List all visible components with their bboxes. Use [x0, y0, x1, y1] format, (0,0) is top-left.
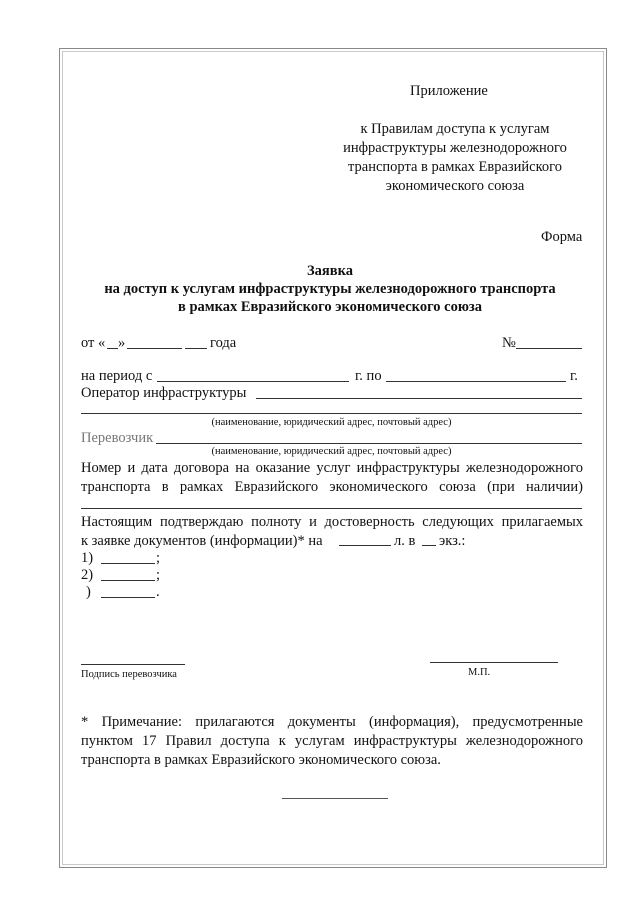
- operator-blank[interactable]: [256, 398, 582, 399]
- number-sign: №: [502, 335, 516, 351]
- doc-item-1-marker: 1): [81, 550, 94, 566]
- date-month-blank[interactable]: [127, 348, 182, 349]
- doc-item-2-end: ;: [156, 567, 161, 583]
- doc-item-2-blank[interactable]: [101, 580, 155, 581]
- operator-label: Оператор инфраструктуры: [81, 385, 247, 401]
- note-line-1: * Примечание: прилагаются документы (информация), предусмотренные: [81, 714, 583, 730]
- period-year-1: г. по: [355, 368, 382, 384]
- confirmation-prefix: к заявке документов (информации)* на: [81, 533, 323, 549]
- date-year-blank[interactable]: [185, 348, 207, 349]
- date-quote-close: »: [118, 335, 126, 351]
- date-day-blank[interactable]: [107, 348, 118, 349]
- contract-line-1: Номер и дата договора на оказание услуг инфраструктуры железнодорожного: [81, 460, 583, 476]
- stamp-label: М.П.: [468, 667, 491, 678]
- confirmation-mid: л. в: [394, 533, 416, 549]
- heading-title: Заявка: [307, 263, 353, 279]
- heading-line-3: в рамках Евразийского экономического союза: [177, 299, 483, 315]
- confirmation-suffix: экз.:: [439, 533, 466, 549]
- doc-item-2-marker: 2): [81, 567, 94, 583]
- heading-line-2: на доступ к услугам инфраструктуры железнодорожного транспорта: [104, 281, 556, 297]
- pages-blank[interactable]: [339, 545, 391, 546]
- rules-line-3: транспорта в рамках Евразийского: [348, 159, 562, 175]
- operator-blank-2[interactable]: [81, 413, 582, 414]
- doc-item-1-end: ;: [156, 550, 161, 566]
- number-blank[interactable]: [516, 348, 582, 349]
- period-to-blank[interactable]: [386, 381, 566, 382]
- copies-blank[interactable]: [422, 545, 436, 546]
- signature-line[interactable]: [81, 664, 185, 665]
- note-line-2: пунктом 17 Правил доступа к услугам инфраструктуры железнодорожного: [81, 733, 583, 749]
- period-from-blank[interactable]: [157, 381, 349, 382]
- appendix-title: Приложение: [410, 83, 488, 99]
- contract-line-2: транспорта в рамках Евразийского экономического союза (при наличии): [81, 479, 583, 495]
- note-line-3: транспорта в рамках Евразийского экономического союза.: [81, 752, 441, 768]
- rules-line-2: инфраструктуры железнодорожного: [343, 140, 567, 156]
- doc-item-1-blank[interactable]: [101, 563, 155, 564]
- doc-item-3-marker: ): [86, 584, 91, 600]
- period-year-2: г.: [570, 368, 578, 384]
- carrier-label: Перевозчик: [81, 430, 154, 446]
- confirmation-line-1: Настоящим подтверждаю полноту и достоверность следующих прилагаемых: [81, 514, 583, 530]
- date-prefix: от «: [81, 335, 106, 351]
- end-separator: [282, 798, 388, 799]
- stamp-line[interactable]: [430, 662, 558, 663]
- period-prefix: на период с: [81, 368, 153, 384]
- rules-line-4: экономического союза: [385, 178, 525, 194]
- date-suffix: года: [210, 335, 237, 351]
- rules-line-1: к Правилам доступа к услугам: [360, 121, 550, 137]
- form-label: Форма: [541, 229, 583, 245]
- carrier-hint: (наименование, юридический адрес, почтовый адрес): [211, 446, 452, 457]
- carrier-blank[interactable]: [156, 443, 582, 444]
- carrier-signature-label: Подпись перевозчика: [81, 669, 177, 680]
- operator-hint: (наименование, юридический адрес, почтовый адрес): [211, 417, 452, 428]
- doc-item-3-end: .: [156, 584, 160, 600]
- contract-blank[interactable]: [81, 508, 582, 509]
- doc-item-3-blank[interactable]: [101, 597, 155, 598]
